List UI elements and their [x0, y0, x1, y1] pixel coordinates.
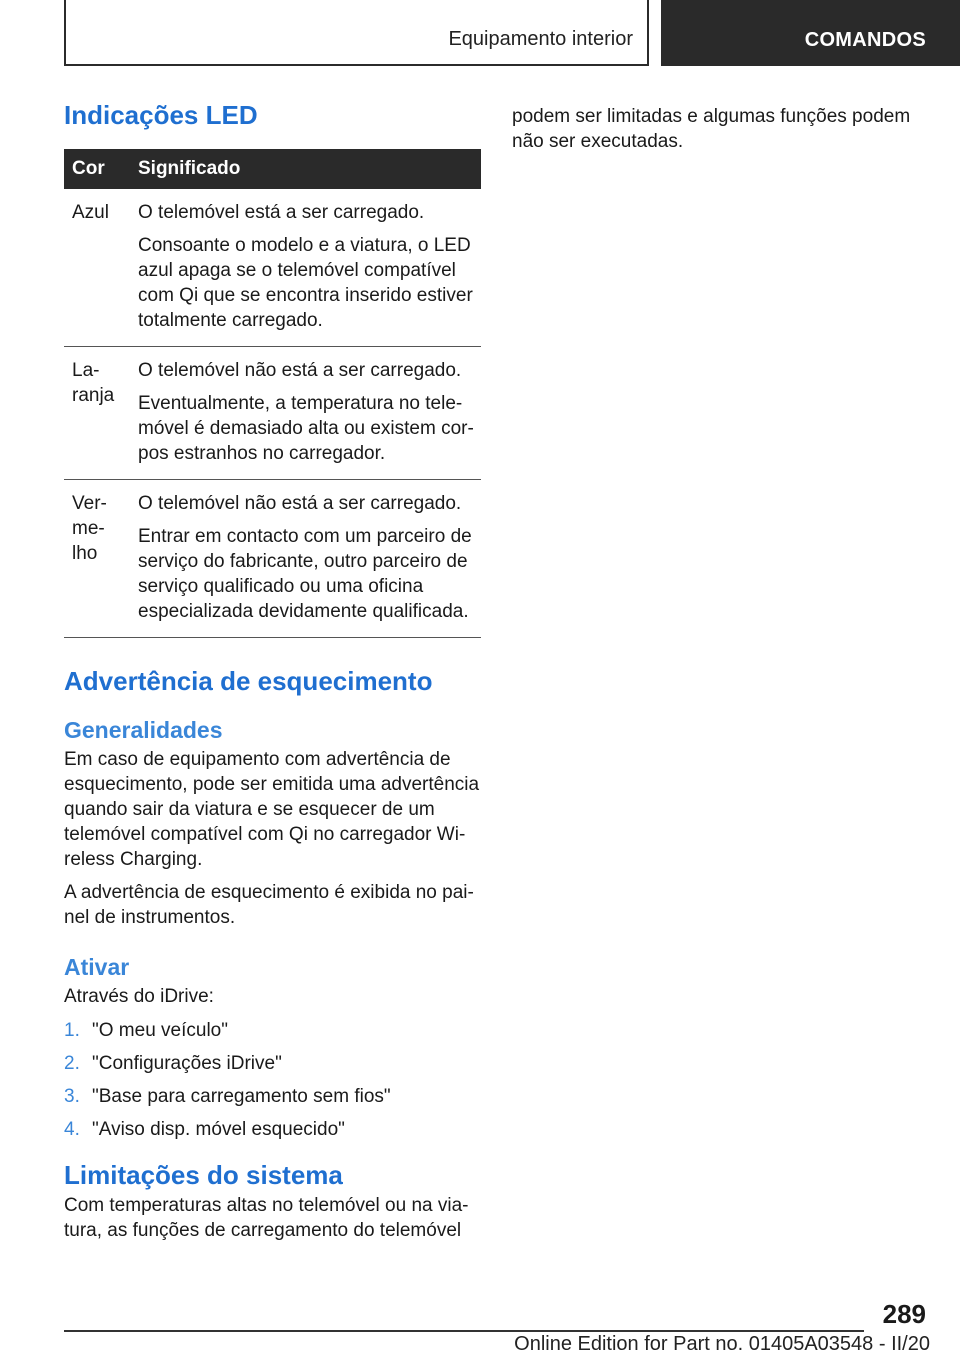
list-item: 3. "Base para carregamento sem fios": [64, 1085, 391, 1107]
header-section-title: Equipamento interior: [448, 28, 633, 50]
led-table: [64, 149, 481, 638]
right-column: [512, 104, 912, 154]
general-subtitle: Generalidades: [64, 717, 223, 744]
led-table-header: [64, 149, 481, 189]
header-chapter-title: COMANDOS: [804, 29, 926, 51]
footer-edition: Online Edition for Part no. 01405A03548 - II/20: [514, 1333, 930, 1355]
limits-title: Limitações do sistema: [64, 1159, 343, 1190]
list-item: 1. "O meu veículo": [64, 1019, 228, 1041]
general-paragraph-1: Em caso de equipamento com advertência de esquecimento, pode ser emitida uma advertência quando sair da viatura e se esquecer de um telemóvel compatível com Qi no carregador Wireless Charging.: [64, 748, 480, 870]
list-item: 2. "Configurações iDrive": [64, 1052, 282, 1074]
activate-subtitle: Ativar: [64, 953, 130, 980]
table-row: [64, 347, 481, 480]
header-color: Cor: [72, 158, 105, 180]
row-meaning: O telemóvel não está a ser carregado. Entrar em contacto com um parceiro de serviço do fabricante, outro parceiro de serviço qualificado ou uma oficina especializada devidamente qualificada.: [138, 493, 472, 623]
header-section-tab: [64, 0, 649, 66]
activate-intro: Através do iDrive:: [64, 985, 214, 1007]
row-meaning: O telemóvel não está a ser carregado. Eventualmente, a temperatura no telemóvel é demasiado alta ou existem corpos estranhos no carregador.: [138, 360, 474, 465]
limits-text-left: Com temperaturas altas no telemóvel ou na viatura, as funções de carregamento do telemóvel: [64, 1194, 469, 1241]
page-number: 289: [882, 1299, 926, 1329]
left-column: [64, 100, 481, 1243]
row-color: Ver- me- lho: [72, 493, 107, 565]
limits-text-right: podem ser limitadas e algumas funções podem não ser executadas.: [512, 106, 911, 152]
header-chapter-tab: [661, 0, 960, 66]
activate-steps: [64, 1018, 481, 1142]
led-section-title: Indicações LED: [64, 100, 258, 130]
list-item: 4. "Aviso disp. móvel esquecido": [64, 1118, 345, 1140]
general-paragraph-2: A advertência de esquecimento é exibida no painel de instrumentos.: [64, 881, 474, 928]
footer-divider: [64, 1330, 864, 1332]
header-meaning: Significado: [138, 158, 241, 180]
table-row: [64, 189, 481, 347]
row-meaning: O telemóvel está a ser carregado. Consoante o modelo e a viatura, o LED azul apaga se o telemóvel compatível com Qi que se encontra inserido estiver totalmente carregado.: [138, 202, 473, 332]
table-row: [64, 480, 481, 638]
forget-warning-title: Advertência de esquecimento: [64, 666, 433, 697]
row-color: La- ranja: [72, 360, 115, 407]
row-color: Azul: [72, 202, 109, 224]
